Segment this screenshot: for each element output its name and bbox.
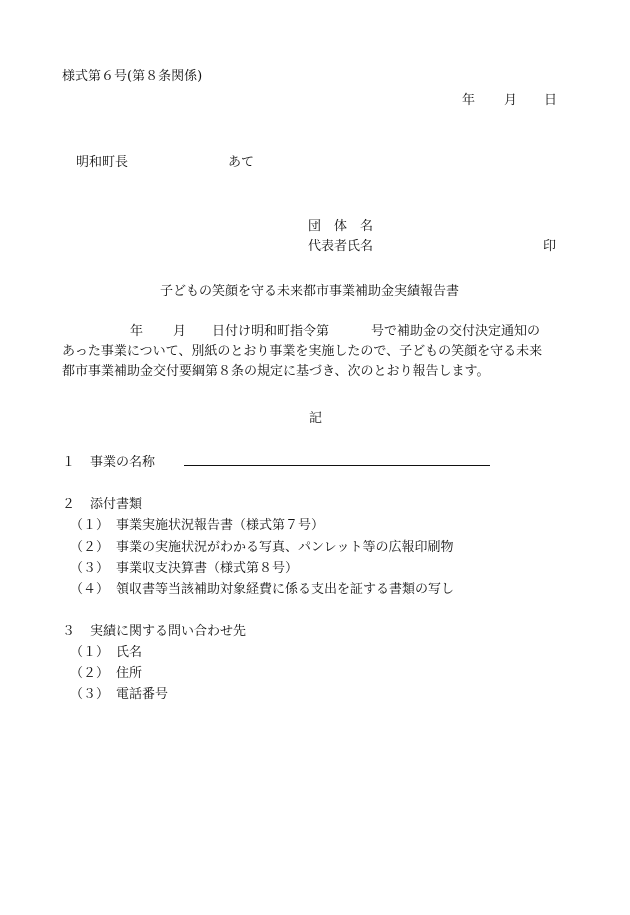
date-month-label: 月 <box>504 93 518 108</box>
item-number: （４） <box>70 582 110 597</box>
representative-label: 代表者氏名 <box>308 239 374 254</box>
body-month: 月 <box>173 324 187 339</box>
section-heading: 事業の名称 <box>90 455 156 470</box>
item-number: （３） <box>70 687 110 702</box>
section-number: ３ <box>62 624 76 639</box>
date-day-label: 日 <box>544 93 558 108</box>
section-number: ２ <box>62 497 76 512</box>
item-number: （２） <box>70 540 110 555</box>
seal-mark: 印 <box>543 239 557 254</box>
section-number: １ <box>62 455 76 470</box>
date-year-label: 年 <box>462 93 476 108</box>
item-number: （１） <box>70 518 110 533</box>
ki-heading: 記 <box>309 411 323 426</box>
section-heading: 添付書類 <box>90 497 143 512</box>
attachment-item: 事業実施状況報告書（様式第７号） <box>116 518 325 533</box>
contact-item: 電話番号 <box>116 687 169 702</box>
contact-item: 住所 <box>116 666 143 681</box>
item-number: （３） <box>70 561 110 576</box>
addressee-name: 明和町長 <box>76 155 129 170</box>
org-name-label: 団 体 名 <box>308 219 374 234</box>
body-year: 年 <box>130 324 144 339</box>
body-line-1 <box>62 322 582 342</box>
section-heading: 実績に関する問い合わせ先 <box>90 624 247 639</box>
body-line-3: 都市事業補助金交付要綱第８条の規定に基づき、次のとおり報告します。 <box>62 364 490 380</box>
project-name-field[interactable] <box>184 465 490 466</box>
body-mid: 日付け明和町指令第 <box>212 324 330 339</box>
attachment-item: 領収書等当該補助対象経費に係る支出を証する書類の写し <box>116 582 455 597</box>
body-paragraph <box>62 322 582 382</box>
attachment-item: 事業収支決算書（様式第８号） <box>116 561 299 576</box>
item-number: （１） <box>70 645 110 660</box>
contact-item: 氏名 <box>116 645 143 660</box>
item-number: （２） <box>70 666 110 681</box>
addressee-suffix: あて <box>228 155 255 170</box>
document-title: 子どもの笑顔を守る未来都市事業補助金実績報告書 <box>160 284 460 299</box>
body-line-2: あった事業について、別紙のとおり事業を実施したので、子どもの笑顔を守る未来 <box>62 344 543 360</box>
form-label: 様式第６号(第８条関係) <box>62 69 203 84</box>
attachment-item: 事業の実施状況がわかる写真、パンレット等の広報印刷物 <box>116 540 454 555</box>
body-tail: 号で補助金の交付決定通知の <box>371 324 541 339</box>
